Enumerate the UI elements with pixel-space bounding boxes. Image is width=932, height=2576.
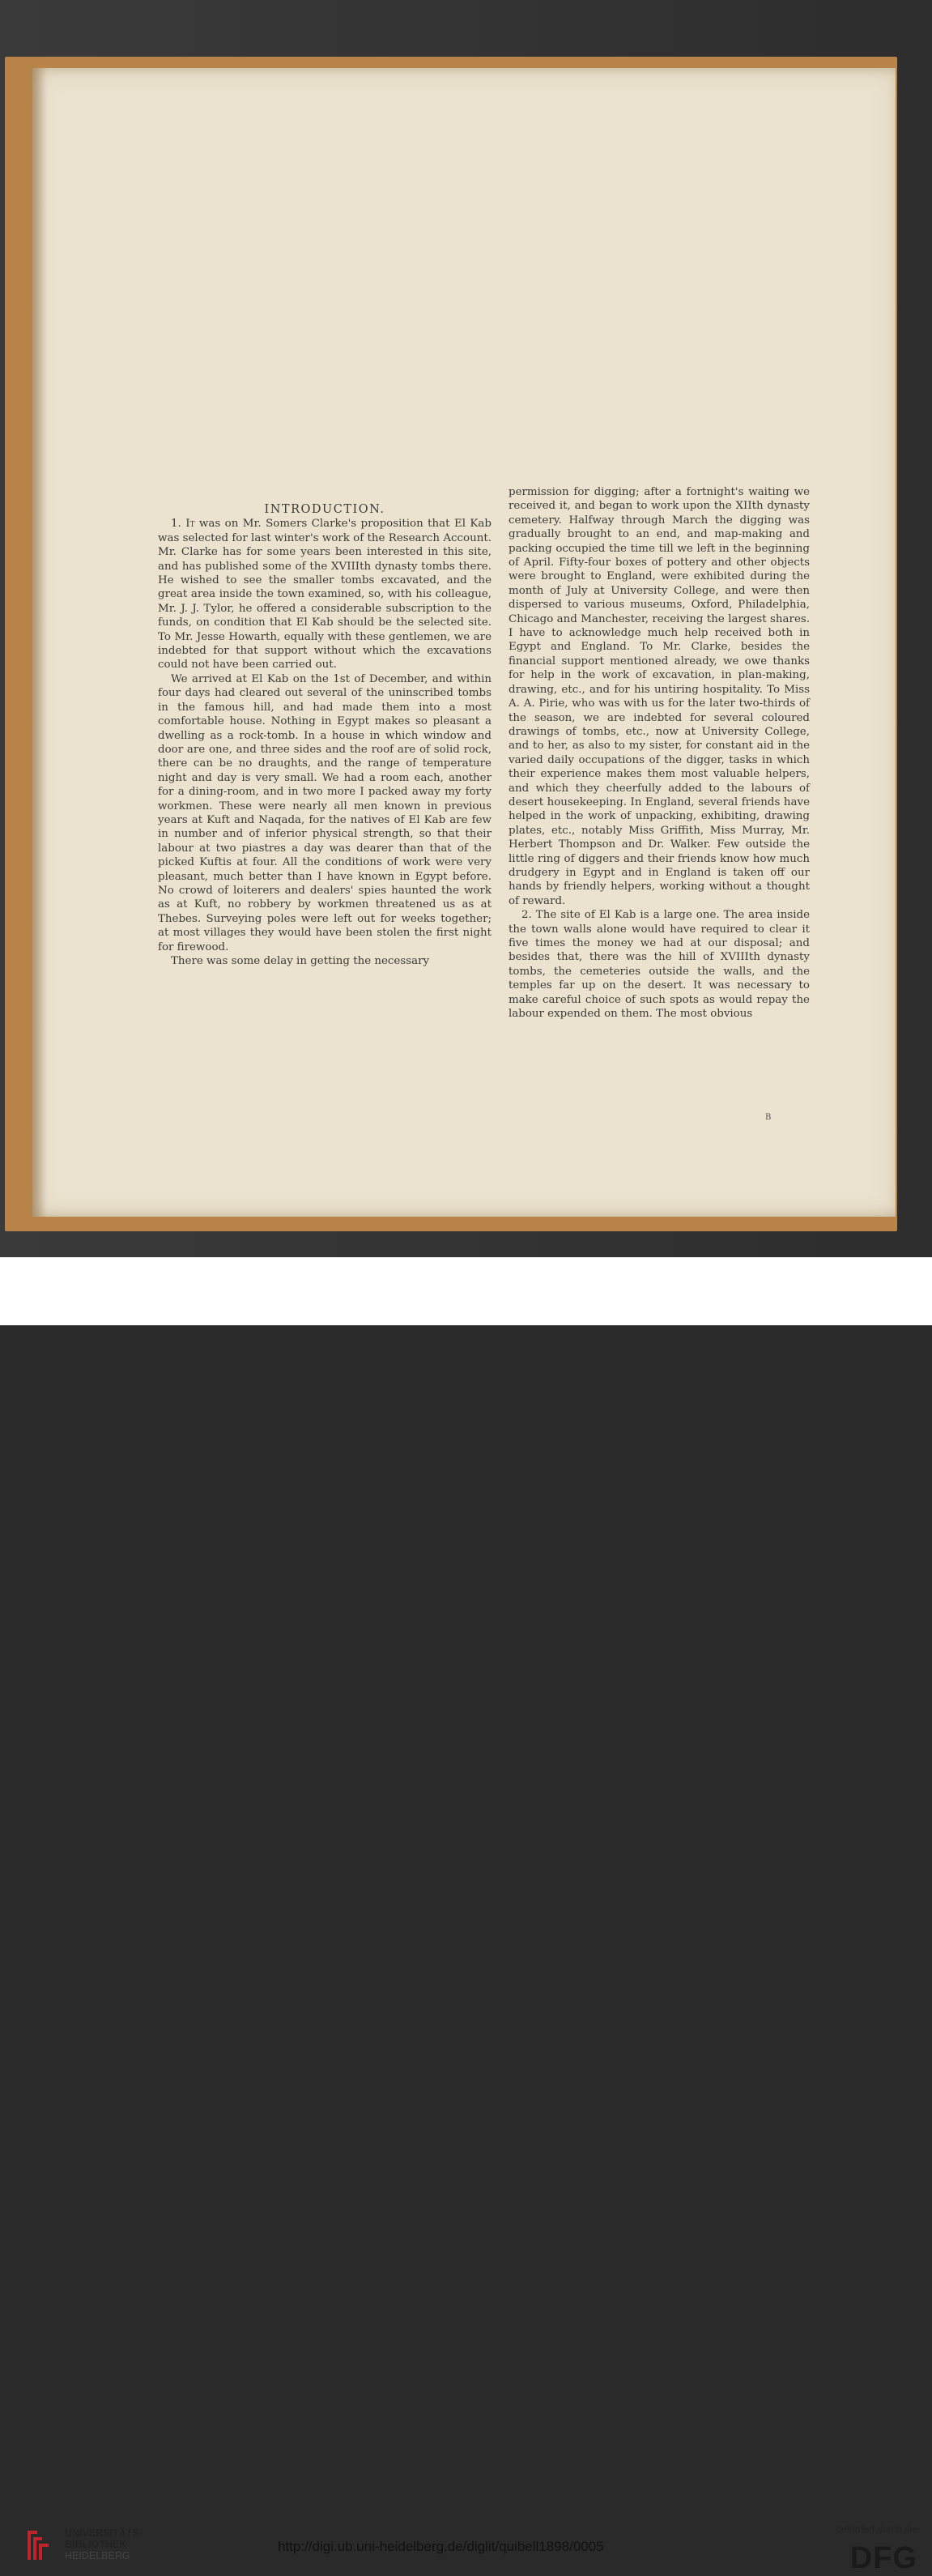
paragraph: 2. The site of El Kab is a large one. The area inside the town walls alone would have required to clear it five times the money we had at our disposal; and besides that, there was the hill of XVIIIth dynasty tombs, the cemeteries outside the walls, and the temples far up on the desert. It was necessary to make careful choice of such spots as would repay the labour expended on them. The most obvious (509, 909, 810, 1021)
library-name[interactable] (65, 2527, 143, 2561)
paragraph-text: was on Mr. Somers Clarke's proposition that El Kab was selected for last winter's work of the Research Account. Mr. Clarke has for some years been interested in this site, and has published some of the XVIIIth dynasty tombs there. He wished to see the smaller tombs excavated, and the great area inside the town examined, so, with his colleague, Mr. J. J. Tylor, he offered a considerable subscription to the funds, on condition that El Kab should be the selected site. To Mr. Jesse Howarth, equally with these gentlemen, we are indebted for that support without which the excavations could not have been carried out. (158, 518, 492, 672)
page-gutter-shadow (32, 68, 47, 1217)
viewer-footer (0, 1257, 932, 2575)
book-page (32, 68, 896, 1217)
paragraph: permission for digging; after a fortnight's waiting we received it, and began to work upon the XIIth dynasty cemetery. Halfway through March the digging was gradually brought to an end, and map-making and packing occupied the time till we left in the beginning of April. Fifty-four boxes of pottery and other objects were brought to England, were exhibited during the month of July at University College, and were then dispersed to various museums, Oxford, Philadelphia, Chicago and Manchester, receiving the largest shares. I have to acknowledge much help received both in Egypt and England. To Mr. Clarke, besides the financial support mentioned already, we owe thanks for help in the work of excavation, in plan-making, drawing, etc., and for his untiring hospitality. To Miss A. A. Pirie, who was with us for the later two-thirds of the season, we are indebted for several coloured drawings of tombs, etc., now at University College, and to her, as also to my sister, for constant aid in the varied daily occupations of the digger, tasks in which their experience makes them most valuable helpers, and which they cheerfully added to the labours of desert housekeeping. In England, several friends have helped in the work of unpacking, exhibiting, drawing plates, etc., notably Miss Griffith, Miss Murray, Mr. Herbert Thompson and Dr. Walker. Few outside the little ring of diggers and their friends know how much drudgery in Egypt and in England is taken off our hands by friendly helpers, working without a thought of reward. (509, 486, 810, 907)
left-text-column (158, 503, 492, 968)
library-name-line: UNIVERSITÄTS- (65, 2527, 143, 2539)
library-logo-icon[interactable] (24, 2527, 52, 2563)
dfg-logo[interactable]: DFG (849, 2541, 917, 2575)
page-title: INTRODUCTION. (264, 503, 385, 516)
paragraph: We arrived at El Kab on the 1st of December, and within four days had cleared out several of the uninscribed tombs in the famous hill, and had made them into a most comfortable house. Nothing in Egypt makes so pleasant a dwelling as a rock-tomb. In a house in which window and door are one, and three sides and the roof are of solid rock, there can be no draughts, and the range of temperature night and day is very small. We had a room each, another for a dining-room, and in two more I packed away my forty workmen. These were nearly all men known in previous years at Kuft and Naqada, for the natives of El Kab are few in number and of inferior physical strength, so that their labour at two piastres a day was dearer than that of the picked Kuftis at four. All the conditions of work were very pleasant, much better than I have known in Egypt before. No crowd of loiterers and dealers' spies haunted the work as at Kuft, no robbery by workmen threatened us as at Thebes. Surveying poles were left out for weeks together; at most villages they would have been stolen the first night for firewood. (158, 672, 492, 953)
paragraph (158, 517, 492, 672)
scanned-page-background (0, 0, 932, 1257)
right-text-column (509, 485, 810, 1021)
library-name-line: HEIDELBERG (65, 2550, 130, 2561)
section-number: 1. (171, 518, 181, 531)
paragraph: There was some delay in getting the necessary (171, 955, 430, 967)
lead-word: It (185, 518, 195, 531)
library-name-line: BIBLIOTHEK (65, 2539, 127, 2550)
permalink-url[interactable]: http://digi.ub.uni-heidelberg.de/diglit/quibell1898/0005 (278, 2539, 604, 2554)
sponsor-text: gefördert durch die (836, 2523, 917, 2535)
signature-mark: B (765, 1113, 772, 1122)
